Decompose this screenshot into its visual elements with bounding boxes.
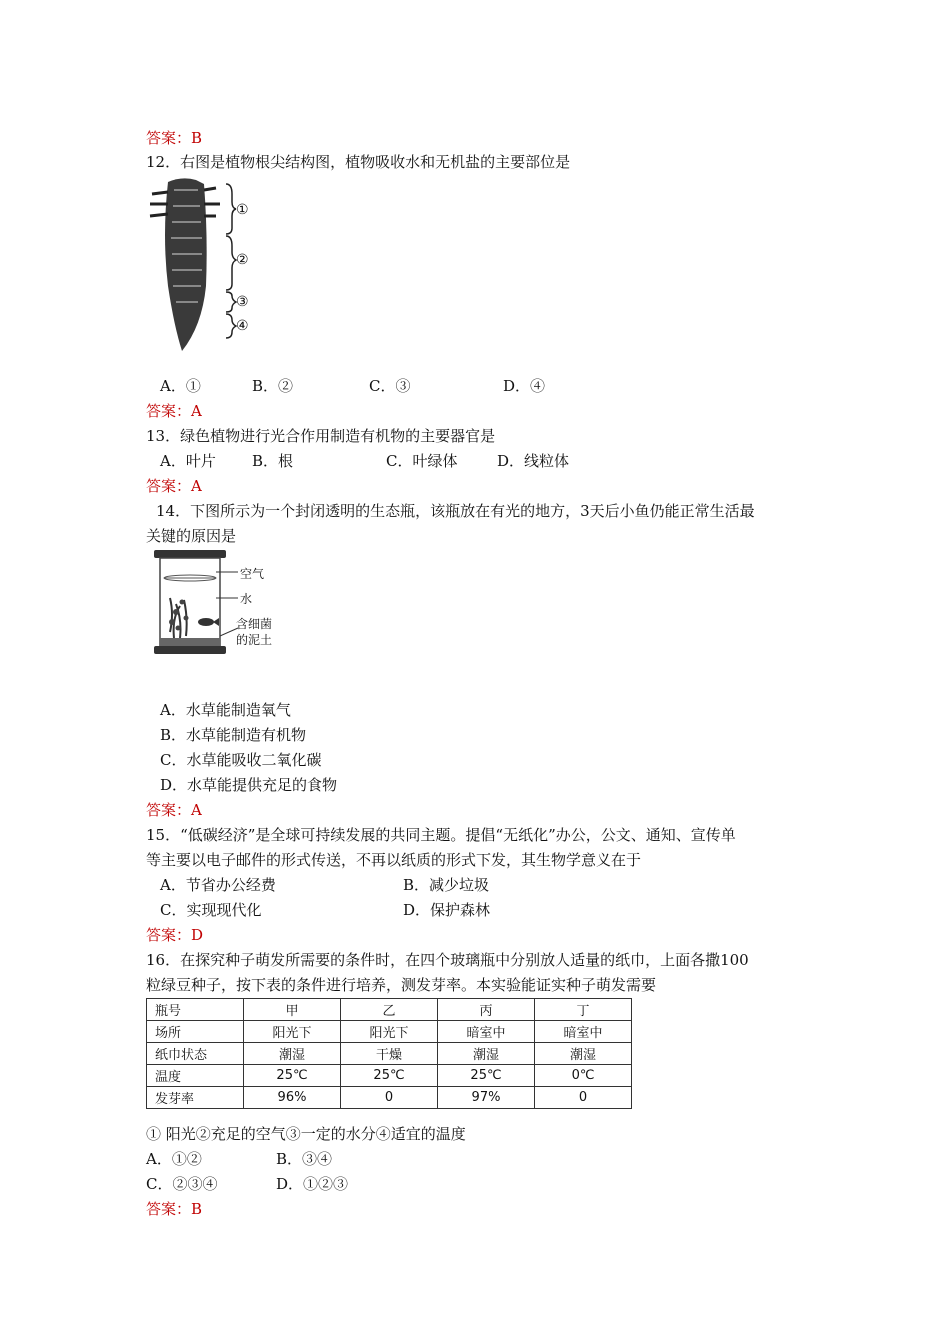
q14-option-c: C．水草能吸收二氧化碳 [160,751,322,769]
table-row [147,1043,632,1065]
q15-question-line1: 15．“低碳经济”是全球可持续发展的共同主题。提倡“无纸化”办公，公文、通知、宣传单 [146,826,736,844]
q15-option-d: D．保护森林 [403,901,491,919]
table-cell: 阳光下 [244,1021,341,1043]
table-cell: 甲 [244,999,341,1021]
root-label-1: ① [236,202,249,218]
q13-option-a: A．叶片 [160,452,216,470]
row-label: 场所 [147,1021,244,1043]
table-row [147,1021,632,1043]
table-cell: 丁 [535,999,632,1021]
root-label-4: ④ [236,318,249,334]
q15-option-b: B．减少垃圾 [403,876,490,894]
table-cell: 25℃ [341,1065,438,1087]
table-cell: 潮湿 [535,1043,632,1065]
table-cell: 暗室中 [438,1021,535,1043]
root-label-2: ② [236,252,249,268]
table-cell: 潮湿 [438,1043,535,1065]
table-cell: 干燥 [341,1043,438,1065]
q11-answer: 答案：B [146,129,203,147]
table-cell: 丙 [438,999,535,1021]
q16-option-a: A．①② [146,1150,202,1168]
table-cell: 阳光下 [341,1021,438,1043]
q13-option-d: D．线粒体 [497,452,570,470]
table-cell: 0 [341,1087,438,1109]
germination-table [146,998,632,1109]
q16-conditions: ① 阳光②充足的空气③一定的水分④适宜的温度 [146,1125,466,1143]
q14-option-a: A．水草能制造氧气 [160,701,291,719]
q13-option-b: B．根 [252,452,294,470]
table-cell: 0℃ [535,1065,632,1087]
q16-option-d: D．①②③ [276,1175,349,1193]
q15-option-c: C．实现现代化 [160,901,262,919]
table-row [147,999,632,1021]
q13-option-c: C．叶绿体 [386,452,458,470]
table-cell: 97% [438,1087,535,1109]
q16-option-c: C．②③④ [146,1175,218,1193]
q15-option-a: A．节省办公经费 [160,876,276,894]
table-cell: 0 [535,1087,632,1109]
table-cell: 暗室中 [535,1021,632,1043]
q16-answer: 答案：B [146,1200,203,1218]
q13-answer: 答案：A [146,477,202,495]
table-cell: 96% [244,1087,341,1109]
table-cell: 25℃ [244,1065,341,1087]
table-cell: 25℃ [438,1065,535,1087]
q14-option-d: D．水草能提供充足的食物 [160,776,338,794]
q12-answer: 答案：A [146,402,202,420]
q13-question: 13．绿色植物进行光合作用制造有机物的主要器官是 [146,427,496,445]
q15-answer: 答案：D [146,926,204,944]
row-label: 发芽率 [147,1087,244,1109]
q12-option-d: D．④ [503,377,546,395]
q12-option-a: A．① [160,377,201,395]
eco-label-soil-1: 含细菌 [236,617,273,631]
eco-label-air: 空气 [240,567,265,581]
row-label: 温度 [147,1065,244,1087]
q15-question-line2: 等主要以电子邮件的形式传送，不再以纸质的形式下发，其生物学意义在于 [146,851,642,869]
q16-question-line1: 16．在探究种子萌发所需要的条件时，在四个玻璃瓶中分别放人适量的纸巾，上面各撒100 [146,951,749,969]
row-label: 纸巾状态 [147,1043,244,1065]
row-label: 瓶号 [147,999,244,1021]
root-label-3: ③ [236,294,249,310]
q12-question: 12．右图是植物根尖结构图，植物吸收水和无机盐的主要部位是 [146,153,571,171]
table-cell: 乙 [341,999,438,1021]
table-cell: 潮湿 [244,1043,341,1065]
q16-option-b: B．③④ [276,1150,333,1168]
q14-answer: 答案：A [146,801,202,819]
q14-question-line2: 关键的原因是 [146,527,237,545]
table-row [147,1087,632,1109]
q14-question-line1: 14．下图所示为一个封闭透明的生态瓶，该瓶放在有光的地方，3天后小鱼仍能正常生活最 [156,502,755,520]
table-row [147,1065,632,1087]
q14-option-b: B．水草能制造有机物 [160,726,307,744]
eco-label-water: 水 [240,592,253,606]
q16-question-line2: 粒绿豆种子，按下表的条件进行培养，测发芽率。本实验能证实种子萌发需要 [146,976,657,994]
eco-label-soil-2: 的泥土 [236,633,273,647]
q12-option-c: C．③ [369,377,411,395]
q12-option-b: B．② [252,377,294,395]
